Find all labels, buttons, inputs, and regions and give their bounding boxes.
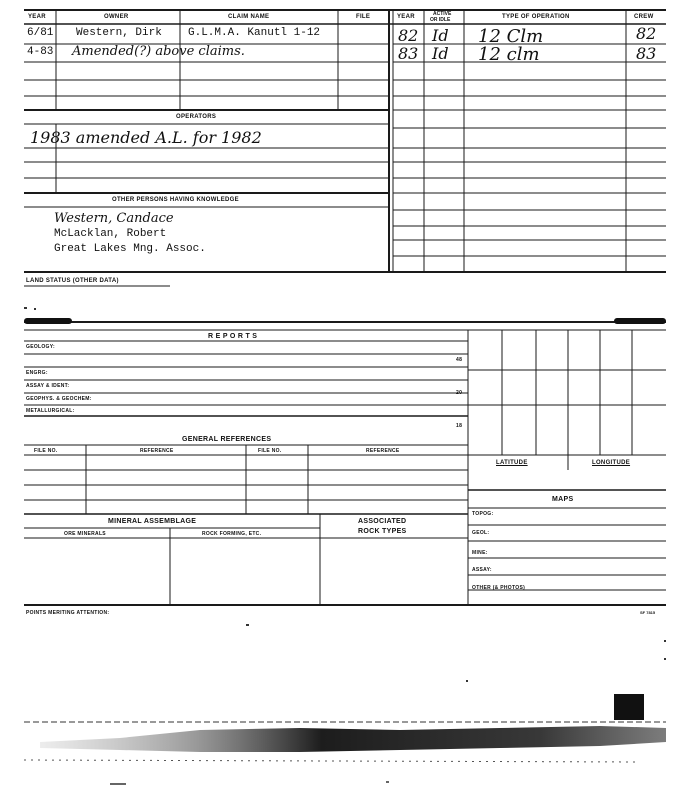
report-assay-num: 20 [456,390,463,396]
row2-owner-note: Amended(?) above claims. [72,44,245,59]
operators-title: OPERATORS [176,114,217,120]
report-metallurgical: METALLURGICAL: [26,408,75,414]
activity-row1-operation: 12 Clm [478,26,544,47]
report-geology-num: 48 [456,357,463,363]
activity-row2-year: 83 [398,44,419,63]
associated-label: ASSOCIATED [358,518,407,525]
reports-title: R E P O R T S [208,333,258,340]
header-owner: OWNER [104,14,129,20]
row2-year: 4-83 [27,46,54,58]
activity-row2-operation: 12 clm [478,44,540,65]
header-file: FILE [356,14,371,20]
maps-title: MAPS [552,496,574,503]
form-number: SF 7815 [640,610,656,615]
report-geophys: GEOPHYS. & GEOCHEM: [26,396,92,402]
person-1: Western, Candace [54,211,174,226]
maps-topog: TOPOG: [472,511,494,517]
gr-header-file-no-1: FILE NO. [34,448,58,454]
row1-year: 6/81 [27,27,54,39]
gr-header-file-no-2: FILE NO. [258,448,282,454]
ore-minerals-header: ORE MINERALS [64,531,106,537]
maps-geol: GEOL: [472,530,490,536]
header-claim-name: CLAIM NAME [228,14,270,20]
activity-row2-crew: 83 [636,44,657,63]
activity-header-type: TYPE OF OPERATION [502,14,570,20]
report-engrg: ENGRG: [26,370,48,376]
row1-claim-name: G.L.M.A. Kanutl 1-12 [188,27,321,39]
maps-other: OTHER (& PHOTOS) [472,585,526,591]
activity-header-idle: OR IDLE [430,17,451,23]
report-assay: ASSAY & IDENT: [26,383,70,389]
report-geology: GEOLOGY: [26,344,55,350]
general-references-title: GENERAL REFERENCES [182,436,272,443]
maps-assay: ASSAY: [472,567,492,573]
activity-row2-status: Id [432,44,449,63]
mineral-assemblage-title: MINERAL ASSEMBLAGE [108,518,197,525]
activity-header-year: YEAR [397,14,415,20]
operator-entry: 1983 amended A.L. for 1982 [30,128,262,147]
activity-header-active: ACTIVE [433,11,452,17]
land-status-label: LAND STATUS (OTHER DATA) [26,278,119,284]
points-meriting-attention: POINTS MERITING ATTENTION: [26,610,110,616]
person-3: Great Lakes Mng. Assoc. [54,243,206,255]
other-persons-title: OTHER PERSONS HAVING KNOWLEDGE [112,197,239,203]
activity-row1-crew: 82 [636,24,657,43]
rock-types-label: ROCK TYPES [358,528,407,535]
maps-mine: MINE: [472,550,488,556]
row1-owner: Western, Dirk [76,27,162,39]
header-year: YEAR [28,14,46,20]
longitude-label: LONGITUDE [592,460,631,466]
report-metallurgical-num: 18 [456,423,463,429]
latitude-label: LATITUDE [496,460,528,466]
gr-header-reference-2: REFERENCE [366,448,400,454]
activity-header-crew: CREW [634,14,654,20]
activity-row1-year: 82 [398,26,419,45]
rock-forming-header: ROCK FORMING, ETC. [202,531,262,537]
activity-row1-status: Id [432,26,449,45]
person-2: McLacklan, Robert [54,228,167,240]
gr-header-reference-1: REFERENCE [140,448,174,454]
